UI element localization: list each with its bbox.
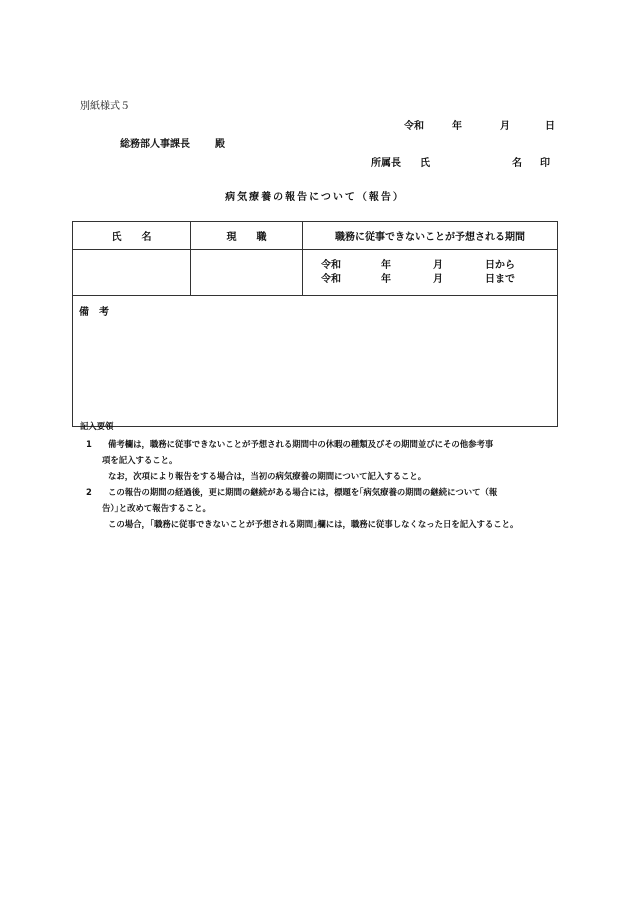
name-cell[interactable] [73, 250, 191, 296]
period-end-row [321, 273, 557, 287]
remarks-label: 備 考 [79, 307, 109, 318]
header-period: 職務に従事できないことが予想される期間 [303, 222, 558, 250]
addressee: 総務部人事課長 [120, 139, 190, 150]
page-title: 病気療養の報告について（報告） [225, 192, 405, 203]
instruction-number: 2 [86, 487, 92, 497]
date-month: 月 [500, 121, 510, 132]
period-start-row [321, 259, 557, 273]
remarks-cell[interactable] [73, 296, 558, 427]
period-start-year: 年 [381, 259, 391, 271]
date-era: 令和 [404, 121, 424, 132]
period-end-day: 日まで [485, 273, 515, 285]
period-end-era: 令和 [321, 273, 341, 285]
table-value-row [73, 250, 558, 296]
seal-mark: 印 [540, 158, 550, 169]
period-cell[interactable] [303, 250, 558, 296]
sender-name-prefix: 氏 [420, 158, 430, 169]
instruction-item-1 [80, 436, 560, 452]
instruction-text: 備考欄は，職務に従事できないことが予想される期間中の休暇の種類及びその期間並びにその他参考事 [108, 439, 494, 449]
period-end-month: 月 [433, 273, 443, 285]
sender-title: 所属長 [371, 158, 401, 169]
date-year: 年 [452, 121, 462, 132]
period-start-era: 令和 [321, 259, 341, 271]
period-end-year: 年 [381, 273, 391, 285]
instruction-continuation: 項を記入すること。 [102, 455, 178, 465]
instructions [80, 418, 560, 532]
period-start-day: 日から [485, 259, 515, 271]
instructions-heading: 記入要領 [80, 421, 114, 431]
date-day: 日 [545, 121, 555, 132]
instruction-continuation: 告）｣と改めて報告すること。 [102, 503, 211, 513]
remarks-row [73, 296, 558, 427]
instruction-subnote-1: なお，次項により報告をする場合は，当初の病気療養の期間について記入すること。 [108, 471, 427, 481]
instruction-item-2 [80, 484, 560, 500]
header-name: 氏 名 [73, 222, 191, 250]
form-number: 別紙様式５ [80, 101, 130, 112]
instruction-number: 1 [86, 439, 92, 449]
instruction-subnote-2: この場合，｢職務に従事できないことが予想される期間｣欄には，職務に従事しなくなった日を記入すること。 [108, 519, 519, 529]
honorific: 殿 [215, 139, 225, 150]
sender-name-suffix: 名 [512, 158, 522, 169]
position-cell[interactable] [191, 250, 303, 296]
table-header-row [73, 222, 558, 250]
period-start-month: 月 [433, 259, 443, 271]
header-position: 現 職 [191, 222, 303, 250]
report-table [72, 221, 558, 427]
instruction-text: この報告の期間の経過後，更に期間の継続がある場合には，標題を｢病気療養の期間の継続について（報 [108, 487, 498, 497]
